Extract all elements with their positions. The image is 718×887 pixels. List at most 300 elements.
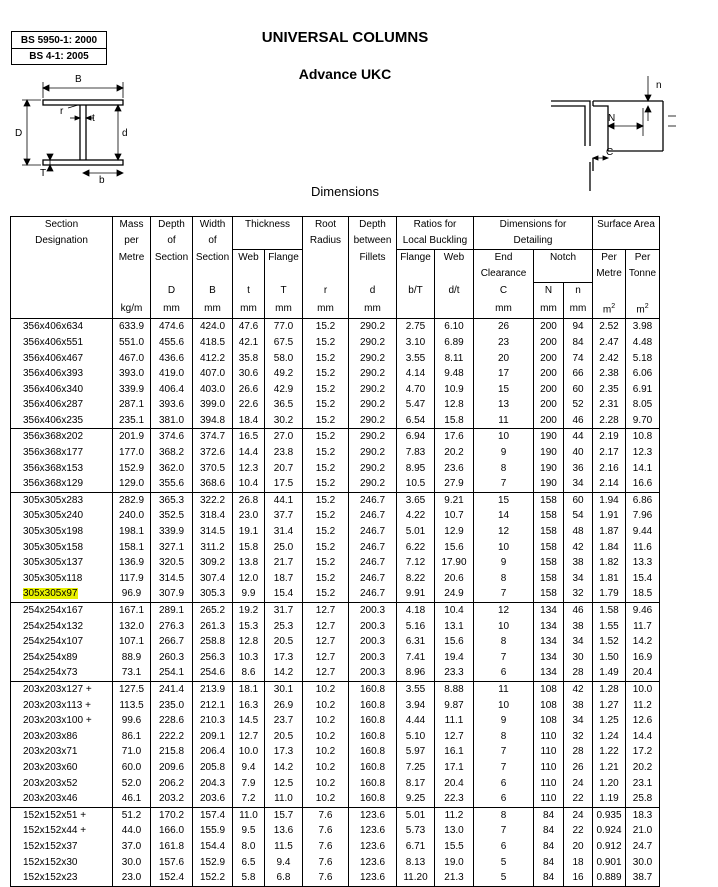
table-cell: 48 (564, 524, 593, 540)
table-cell: 28 (564, 744, 593, 760)
table-cell: 9.5 (233, 823, 265, 839)
table-cell: 282.9 (113, 492, 151, 508)
table-cell: 20.4 (435, 776, 474, 792)
label-N: N (608, 113, 616, 124)
table-cell: 30.6 (233, 366, 265, 382)
standard-2: BS 4-1: 2005 (12, 48, 106, 64)
table-cell: 212.1 (193, 698, 233, 714)
hdr-dfill-2: between (349, 233, 397, 250)
table-cell: 30.0 (626, 855, 660, 871)
table-cell: 266.7 (151, 634, 193, 650)
table-cell: 9.25 (397, 791, 435, 807)
table-cell: 16.5 (233, 429, 265, 445)
table-cell: 1.25 (593, 713, 626, 729)
table-cell: 84 (534, 823, 564, 839)
table-cell: 5 (474, 855, 534, 871)
sym-n: n (564, 283, 593, 300)
table-cell: 1.50 (593, 650, 626, 666)
table-row (11, 603, 660, 619)
table-cell: 160.8 (349, 760, 397, 776)
table-cell: 203.6 (193, 791, 233, 807)
table-cell: 15.3 (233, 619, 265, 635)
table-cell: 10.3 (233, 650, 265, 666)
table-cell: 0.912 (593, 839, 626, 855)
table-cell: 9.44 (626, 524, 660, 540)
hdr-surface: Surface Area (593, 217, 660, 234)
table-cell: 23.0 (233, 508, 265, 524)
table-cell: 7 (474, 650, 534, 666)
table-cell: 287.1 (113, 397, 151, 413)
table-cell: 46 (564, 603, 593, 619)
section-designation: 356x368x153 (11, 461, 113, 477)
hdr-ratio-flange: Flange (397, 250, 435, 267)
table-cell: 20.4 (626, 665, 660, 681)
table-cell: 158 (534, 586, 564, 602)
section-designation: 203x203x86 (11, 729, 113, 745)
table-cell: 254.1 (151, 665, 193, 681)
table-cell: 110 (534, 776, 564, 792)
table-cell: 22.6 (233, 397, 265, 413)
table-cell: 10.2 (303, 776, 349, 792)
table-cell: 23.6 (435, 461, 474, 477)
table-cell: 261.3 (193, 619, 233, 635)
table-cell: 6.54 (397, 413, 435, 429)
table-cell: 190 (534, 476, 564, 492)
page-title: UNIVERSAL COLUMNS (261, 29, 429, 46)
table-cell: 155.9 (193, 823, 233, 839)
table-cell: 1.91 (593, 508, 626, 524)
table-cell: 8 (474, 634, 534, 650)
table-cell: 15.2 (303, 571, 349, 587)
table-cell: 0.924 (593, 823, 626, 839)
table-cell: 1.52 (593, 634, 626, 650)
table-cell: 200 (534, 382, 564, 398)
section-designation: 254x254x107 (11, 634, 113, 650)
table-cell: 6.91 (626, 382, 660, 398)
table-cell: 6.94 (397, 429, 435, 445)
table-cell: 327.1 (151, 540, 193, 556)
section-designation: 203x203x100 + (11, 713, 113, 729)
table-row (11, 776, 660, 792)
table-cell: 1.21 (593, 760, 626, 776)
table-cell: 203.2 (151, 791, 193, 807)
table-cell: 246.7 (349, 524, 397, 540)
table-cell: 4.14 (397, 366, 435, 382)
table-cell: 3.65 (397, 492, 435, 508)
table-cell: 7.41 (397, 650, 435, 666)
table-cell: 204.3 (193, 776, 233, 792)
table-cell: 307.4 (193, 571, 233, 587)
table-cell: 134 (534, 650, 564, 666)
table-cell: 6 (474, 776, 534, 792)
table-row (11, 870, 660, 886)
table-cell: 8.17 (397, 776, 435, 792)
table-cell: 27.0 (265, 429, 303, 445)
table-cell: 160.8 (349, 713, 397, 729)
sym-T: T (265, 283, 303, 300)
table-cell: 123.6 (349, 839, 397, 855)
table-cell: 2.14 (593, 476, 626, 492)
table-cell: 15 (474, 382, 534, 398)
table-cell: 47.6 (233, 319, 265, 335)
table-cell: 9.70 (626, 413, 660, 429)
standards-box (11, 31, 107, 65)
table-cell: 12.7 (233, 729, 265, 745)
label-b: b (99, 175, 105, 185)
table-cell: 37.0 (113, 839, 151, 855)
hdr-depth-3: Section (151, 250, 193, 267)
table-cell: 5 (474, 870, 534, 886)
section-designation: 305x305x198 (11, 524, 113, 540)
table-cell: 24 (564, 776, 593, 792)
table-cell: 1.82 (593, 555, 626, 571)
table-cell: 15.2 (303, 366, 349, 382)
hdr-mass-2: per (113, 233, 151, 250)
table-cell: 37.7 (265, 508, 303, 524)
standard-1: BS 5950-1: 2000 (20, 35, 98, 46)
table-cell: 365.3 (151, 492, 193, 508)
table-cell: 42.9 (265, 382, 303, 398)
section-designation: 254x254x132 (11, 619, 113, 635)
table-cell: 12.5 (265, 776, 303, 792)
table-cell: 15.2 (303, 461, 349, 477)
hdr-ratios-1: Ratios for (397, 217, 474, 234)
table-cell: 265.2 (193, 603, 233, 619)
table-cell: 1.58 (593, 603, 626, 619)
table-cell: 34 (564, 476, 593, 492)
table-cell: 17 (474, 366, 534, 382)
table-cell: 15.2 (303, 445, 349, 461)
table-cell: 32 (564, 586, 593, 602)
sym-N: N (534, 283, 564, 300)
table-cell: 152.4 (151, 870, 193, 886)
table-cell: 15.8 (233, 540, 265, 556)
section-designation: 305x305x158 (11, 540, 113, 556)
table-cell: 8.95 (397, 461, 435, 477)
table-cell: 10.4 (233, 476, 265, 492)
table-cell: 5.8 (233, 870, 265, 886)
table-cell: 8.6 (233, 665, 265, 681)
table-cell: 311.2 (193, 540, 233, 556)
table-cell: 84 (534, 839, 564, 855)
table-cell: 15.2 (303, 335, 349, 351)
table-cell: 152.9 (113, 461, 151, 477)
table-cell: 14.5 (233, 713, 265, 729)
table-cell: 158 (534, 492, 564, 508)
table-cell: 2.75 (397, 319, 435, 335)
hdr-notch: Notch (534, 250, 593, 267)
table-cell: 200 (534, 351, 564, 367)
table-cell: 11.1 (435, 713, 474, 729)
table-cell: 17.3 (265, 650, 303, 666)
table-cell: 10.2 (303, 713, 349, 729)
table-cell: 3.10 (397, 335, 435, 351)
table-cell: 8.13 (397, 855, 435, 871)
table-cell: 290.2 (349, 413, 397, 429)
table-cell: 246.7 (349, 508, 397, 524)
table-cell: 134 (534, 665, 564, 681)
table-cell: 352.5 (151, 508, 193, 524)
table-cell: 200.3 (349, 665, 397, 681)
table-cell: 1.84 (593, 540, 626, 556)
table-cell: 2.17 (593, 445, 626, 461)
table-cell: 34 (564, 634, 593, 650)
table-cell: 16 (564, 870, 593, 886)
table-cell: 20.5 (265, 634, 303, 650)
label-B: B (75, 74, 82, 85)
table-cell: 10 (474, 540, 534, 556)
table-cell: 16.3 (233, 698, 265, 714)
table-row (11, 382, 660, 398)
table-cell: 228.6 (151, 713, 193, 729)
table-cell: 49.2 (265, 366, 303, 382)
table-cell: 246.7 (349, 555, 397, 571)
table-cell: 15.2 (303, 476, 349, 492)
table-cell: 158 (534, 540, 564, 556)
unit-N: mm (534, 299, 564, 319)
table-cell: 235.0 (151, 698, 193, 714)
table-cell: 7 (474, 823, 534, 839)
table-cell: 213.9 (193, 681, 233, 697)
table-cell: 12.7 (435, 729, 474, 745)
table-cell: 9 (474, 445, 534, 461)
section-designation: 152x152x23 (11, 870, 113, 886)
table-cell: 7.6 (303, 807, 349, 823)
table-cell: 9.9 (233, 586, 265, 602)
table-cell: 7.6 (303, 855, 349, 871)
hdr-width-3: Section (193, 250, 233, 267)
table-cell: 6.71 (397, 839, 435, 855)
table-cell: 9.48 (435, 366, 474, 382)
table-cell: 15.2 (303, 524, 349, 540)
hdr-per-metre-1: Per (593, 250, 626, 267)
section-label: Dimensions (311, 184, 379, 199)
table-cell: 222.2 (151, 729, 193, 745)
table-cell: 134 (534, 603, 564, 619)
table-cell: 20 (564, 839, 593, 855)
table-cell: 46 (564, 413, 593, 429)
section-designation: 356x368x202 (11, 429, 113, 445)
table-row (11, 492, 660, 508)
table-cell: 25.3 (265, 619, 303, 635)
unit-T: mm (265, 299, 303, 319)
hdr-ratio-web: Web (435, 250, 474, 267)
table-cell: 190 (534, 461, 564, 477)
table-cell: 258.8 (193, 634, 233, 650)
table-cell: 11 (474, 681, 534, 697)
table-cell: 190 (534, 429, 564, 445)
table-cell: 96.9 (113, 586, 151, 602)
table-cell: 15.2 (303, 397, 349, 413)
table-cell: 290.2 (349, 366, 397, 382)
table-row (11, 397, 660, 413)
table-cell: 19.4 (435, 650, 474, 666)
table-row (11, 571, 660, 587)
table-cell: 6.22 (397, 540, 435, 556)
table-cell: 21.0 (626, 823, 660, 839)
table-row (11, 839, 660, 855)
table-cell: 27.9 (435, 476, 474, 492)
table-cell: 3.98 (626, 319, 660, 335)
table-cell: 160.8 (349, 698, 397, 714)
hdr-per-tonne-1: Per (626, 250, 660, 267)
table-cell: 2.31 (593, 397, 626, 413)
unit-C: mm (474, 299, 534, 319)
unit-n: mm (564, 299, 593, 319)
table-cell: 9.87 (435, 698, 474, 714)
table-row (11, 807, 660, 823)
table-cell: 18.5 (626, 586, 660, 602)
table-cell: 15.4 (265, 586, 303, 602)
table-cell: 10 (474, 429, 534, 445)
table-cell: 15.2 (303, 429, 349, 445)
hdr-width-2: of (193, 233, 233, 250)
unit-mass: kg/m (113, 299, 151, 319)
table-cell: 158.1 (113, 540, 151, 556)
table-cell: 209.1 (193, 729, 233, 745)
table-cell: 152.9 (193, 855, 233, 871)
table-cell: 8 (474, 729, 534, 745)
table-cell: 24.7 (626, 839, 660, 855)
section-designation: 203x203x52 (11, 776, 113, 792)
hdr-ratios-2: Local Buckling (397, 233, 474, 250)
table-cell: 5.47 (397, 397, 435, 413)
table-cell: 339.9 (113, 382, 151, 398)
table-cell: 158 (534, 524, 564, 540)
table-cell: 158 (534, 555, 564, 571)
table-cell: 290.2 (349, 445, 397, 461)
section-designation: 305x305x118 (11, 571, 113, 587)
table-cell: 11 (474, 413, 534, 429)
table-cell: 15.2 (303, 586, 349, 602)
table-cell: 455.6 (151, 335, 193, 351)
sym-B: B (193, 283, 233, 300)
table-row (11, 540, 660, 556)
unit-t: mm (233, 299, 265, 319)
table-cell: 10.2 (303, 698, 349, 714)
hdr-web: Web (233, 250, 265, 267)
table-cell: 290.2 (349, 397, 397, 413)
table-cell: 21.7 (265, 555, 303, 571)
table-cell: 11.6 (626, 540, 660, 556)
section-designation: 305x305x283 (11, 492, 113, 508)
table-cell: 4.70 (397, 382, 435, 398)
table-cell: 8.11 (435, 351, 474, 367)
table-row (11, 634, 660, 650)
table-cell: 5.01 (397, 524, 435, 540)
label-r: r (60, 106, 64, 117)
table-cell: 8.96 (397, 665, 435, 681)
table-cell: 23.3 (435, 665, 474, 681)
table-cell: 18.4 (233, 413, 265, 429)
table-cell: 0.935 (593, 807, 626, 823)
table-cell: 15.2 (303, 382, 349, 398)
table-cell: 374.6 (151, 429, 193, 445)
table-row (11, 461, 660, 477)
table-cell: 254.6 (193, 665, 233, 681)
sym-t: t (233, 283, 265, 300)
table-cell: 7.6 (303, 823, 349, 839)
table-cell: 290.2 (349, 476, 397, 492)
table-cell: 7.83 (397, 445, 435, 461)
table-cell: 110 (534, 729, 564, 745)
table-cell: 1.19 (593, 791, 626, 807)
table-cell: 289.1 (151, 603, 193, 619)
table-cell: 290.2 (349, 351, 397, 367)
table-cell: 260.3 (151, 650, 193, 666)
table-cell: 10.9 (435, 382, 474, 398)
table-cell: 9.21 (435, 492, 474, 508)
table-cell: 10.2 (303, 760, 349, 776)
table-cell: 23 (474, 335, 534, 351)
table-cell: 84 (534, 855, 564, 871)
table-cell: 110 (534, 791, 564, 807)
table-cell: 123.6 (349, 870, 397, 886)
table-cell: 26 (564, 760, 593, 776)
table-cell: 84 (534, 807, 564, 823)
table-cell: 14.2 (265, 665, 303, 681)
table-cell: 374.7 (193, 429, 233, 445)
table-cell: 17.90 (435, 555, 474, 571)
table-cell: 23.0 (113, 870, 151, 886)
table-cell: 5.10 (397, 729, 435, 745)
table-cell: 205.8 (193, 760, 233, 776)
table-cell: 158 (534, 571, 564, 587)
section-designation: 254x254x167 (11, 603, 113, 619)
table-row (11, 335, 660, 351)
table-cell: 240.0 (113, 508, 151, 524)
table-cell: 4.22 (397, 508, 435, 524)
table-cell: 15.2 (303, 319, 349, 335)
table-row (11, 445, 660, 461)
table-cell: 372.6 (193, 445, 233, 461)
table-cell: 14.2 (626, 634, 660, 650)
table-row (11, 413, 660, 429)
table-cell: 2.38 (593, 366, 626, 382)
table-cell: 12.3 (233, 461, 265, 477)
table-cell: 200 (534, 413, 564, 429)
table-cell: 8 (474, 461, 534, 477)
section-designation: 356x406x340 (11, 382, 113, 398)
table-cell: 10.2 (303, 744, 349, 760)
section-designation (11, 586, 113, 602)
unit-per-metre: $m^2$ (593, 299, 626, 319)
table-cell: 108 (534, 698, 564, 714)
highlighted-designation: 305x305x97 (23, 588, 78, 600)
table-cell: 44.1 (265, 492, 303, 508)
section-designation: 152x152x44 + (11, 823, 113, 839)
table-cell: 305.3 (193, 586, 233, 602)
table-row (11, 524, 660, 540)
table-cell: 167.1 (113, 603, 151, 619)
table-cell: 200.3 (349, 650, 397, 666)
table-cell: 110 (534, 744, 564, 760)
sym-bT: b/T (397, 283, 435, 300)
table-cell: 12 (474, 524, 534, 540)
sym-d: d (349, 283, 397, 300)
table-cell: 84 (564, 335, 593, 351)
section-designation: 356x368x129 (11, 476, 113, 492)
table-row (11, 429, 660, 445)
table-cell: 11.0 (233, 807, 265, 823)
table-cell: 1.22 (593, 744, 626, 760)
table-cell: 9.46 (626, 603, 660, 619)
table-row (11, 855, 660, 871)
table-cell: 1.28 (593, 681, 626, 697)
table-cell: 12.8 (233, 634, 265, 650)
table-cell: 123.6 (349, 823, 397, 839)
table-cell: 201.9 (113, 429, 151, 445)
